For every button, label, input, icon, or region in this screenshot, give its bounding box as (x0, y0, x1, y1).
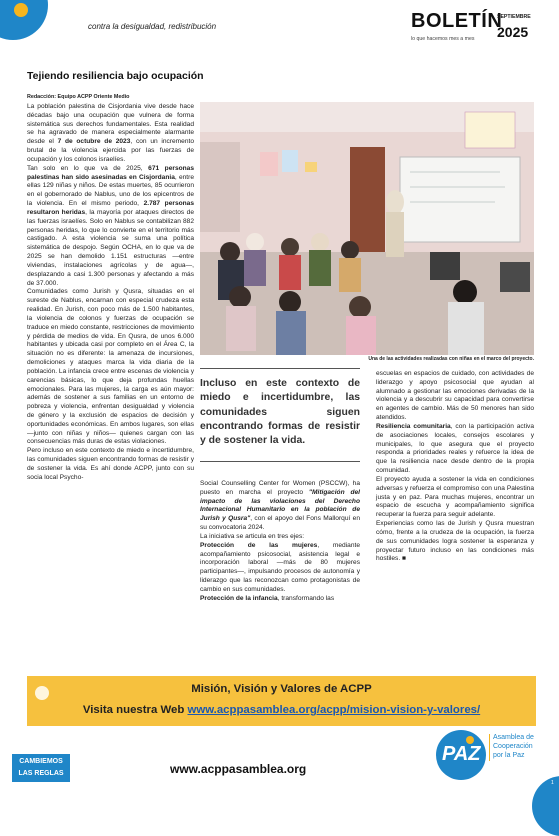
text: El proyecto ayuda a sostener la vida en condiciones adversas y refuerza el compromiso con una Palestina justa y en paz. Para muchas mujeres, encontrar un espacio de escucha y acompañamiento significa recuperar la fuerza para seguir adelante. (376, 475, 534, 519)
bold-text: Resiliencia comunitaria (376, 422, 451, 430)
header-slogan: contra la desigualdad, redistribución (88, 22, 217, 31)
text: , mediante acompañamiento psicosocial, asistencia legal e incorporación laboral —más de 80 mujeres participantes—, impulsando procesos de autonomía y liderazgo que las reconozcan como protagonistas de cambio en sus comunidades. (200, 541, 360, 593)
article-title: Tejiendo resiliencia bajo ocupación (27, 70, 204, 82)
corner-decoration-bottom-right (532, 776, 559, 836)
campaign-line-2: LAS REGLAS (18, 770, 64, 777)
page-number: 1 (551, 780, 554, 786)
campaign-badge (12, 754, 70, 782)
article-byline: Redacción: Equipo ACPP Oriente Medio (27, 94, 130, 100)
footer (0, 726, 559, 789)
footer-website-link[interactable]: www.acppasamblea.org (170, 762, 307, 776)
org-name-line-2: Cooperación (493, 742, 533, 750)
photo-caption: Una de las actividades realizadas con niñas en el marco del proyecto. (368, 356, 534, 362)
bold-text: 2.787 personas resultaron heridas (27, 200, 194, 216)
paragraph (376, 520, 534, 564)
mission-web-link[interactable]: www.acppasamblea.org/acpp/mision-vision-y-valores/ (187, 704, 481, 716)
logo-text: PAZ (442, 743, 481, 765)
bold-text: 7 de octubre de 2023 (57, 138, 131, 146)
bold-text: "Mitigación del impacto de las violaciones del Derecho Internacional Humanitario en la población de Jurish y Qusra" (200, 488, 360, 523)
mission-banner-web (27, 704, 536, 716)
article-right-column (376, 370, 534, 564)
text: Experiencias como las de Jurish y Qusra muestran cómo, frente a la crudeza de la ocupación, la fuerza de sus comunidades logra sostener la esperanza y proyectar futuro incluso en las condiciones más hostiles. ■ (376, 520, 534, 563)
article-left-column (27, 103, 194, 483)
paragraph (200, 595, 360, 604)
paragraph (200, 533, 360, 542)
text: , entre ellas 129 niñas y niños. De estas muertes, 85 ocurrieron en el gobernorado de Nablus, uno de los epicentros de la violencia. En el mismo periodo, (27, 173, 194, 208)
bold-text: Protección de las mujeres (200, 541, 318, 549)
text: Comunidades como Jurish y Qusra, situadas en el sureste de Nablus, encarnan con especial crudeza esta realidad. En Jurish, con poco más de 1.500 habitantes, la violencia de colonos y fuerzas de ocupación se traduce en miedo constante, restricciones de movimiento y pérdida de medios de vida. En Qusra, de unos 6.000 habitantes y ubicada casi por completo en el Área C, la situación no es diferente: la amenaza de incursiones, demoliciones y ataques marca la vida diaria de la población. La infancia crece entre escenas de violencia y carencias básicas, lo que deja profundas huellas emocionales. Para las mujeres, la carga es aún mayor: además de sostener a sus familias en un entorno de pobreza y violencia, enfrentan desigualdad y violencia de género y la exclusión de espacios de decisión y oportunidades económicas. En ambos lugares, son ellas —junto con niñas y niños— quienes cargan con las consecuencias más duras de estas violaciones. (27, 288, 194, 446)
organization-name (489, 734, 559, 761)
paragraph (376, 423, 534, 476)
paz-logo (436, 730, 486, 780)
pull-quote: Incluso en este contexto de miedo e incertidumbre, las comunidades siguen encontrando formas de resistir y de sostener la vida. (200, 378, 360, 447)
text: , transformando las (277, 594, 335, 602)
paragraph (376, 476, 534, 520)
paragraph (27, 165, 194, 289)
mission-banner (27, 676, 536, 726)
web-prefix: Visita nuestra Web (82, 704, 188, 716)
text: escuelas en espacios de cuidado, con actividades de liderazgo y apoyo psicosocial que ayudan al alumnado a gestionar las emociones derivadas de la violencia y a descubrir su capacidad para convertirse en agentes de cambio. Más de 50 menores han sido atendidos. (376, 370, 534, 422)
paragraph (200, 542, 360, 595)
bold-text: 671 personas palestinas han sido asesinadas en Cisjordania (27, 164, 194, 181)
article-photo (200, 102, 534, 355)
corner-dot-top-left (14, 3, 28, 17)
text: , con el apoyo del Fons Mallorquí en su convocatoria 2024. (200, 515, 360, 532)
text: Tan solo en lo que va de 2025, (27, 164, 149, 172)
org-name-line-1: Asamblea de (493, 734, 534, 741)
bulletin-subtitle: lo que hacemos mes a mes (411, 36, 475, 42)
campaign-line-1: CAMBIEMOS (19, 758, 63, 765)
text: , con la participación activa de asociaciones locales, consejos escolares y municipales, lo que asegura que el proyecto responda a prioridades reales y refuerce la idea de que la resiliencia nace desde dentro de la propia comunidad. (376, 422, 534, 475)
text: La población palestina de Cisjordania vive desde hace décadas bajo una ocupación que vulnera de forma sistemática sus derechos fundamentales. Esta realidad se ha agravado de manera especialmente alarmante desde el (27, 103, 194, 146)
bulletin-title: BOLETÍN (411, 10, 503, 32)
paragraph (376, 370, 534, 423)
classroom-photo-illustration (200, 102, 534, 355)
pull-quote-box (200, 368, 360, 462)
org-name-line-3: por la Paz (493, 751, 525, 759)
text: , la mayoría por ataques directos de las fuerzas israelíes. Solo en Nablus se contabilizan 882 personas heridas, lo que lo convierte en el territorio más castigado. A esta violencia se suma una política sistemática de despojo. Según OCHA, en lo que va de 2025 se han demolido 1.151 estructuras —entre viviendas, instalaciones agrícolas y de agua—, desplazando a casi 1.300 personas y afectando a más de 37.000. (27, 208, 194, 287)
article-middle-column (200, 480, 360, 604)
text: Social Counselling Center for Women (PSCCW), ha puesto en marcha el proyecto (200, 480, 360, 496)
text: Pero incluso en este contexto de miedo e incertidumbre, las comunidades siguen encontrando formas de resistir y de sostener la vida. Es ahí donde ACPP, junto con su socia local Psycho- (27, 447, 194, 481)
mission-banner-title: Misión, Visión y Valores de ACPP (191, 683, 372, 695)
bulletin-month: SEPTIEMBRE (497, 14, 531, 20)
text: La iniciativa se articula en tres ejes: (200, 532, 305, 540)
paragraph (27, 103, 194, 165)
paragraph (27, 288, 194, 447)
bold-text: Protección de la infancia (200, 594, 278, 602)
text: , con un incremento brutal de la violencia ejercida por las fuerzas de ocupación y los colonos israelíes. (27, 138, 194, 163)
paragraph (27, 447, 194, 482)
bulletin-year: 2025 (497, 24, 529, 40)
paragraph (200, 480, 360, 533)
